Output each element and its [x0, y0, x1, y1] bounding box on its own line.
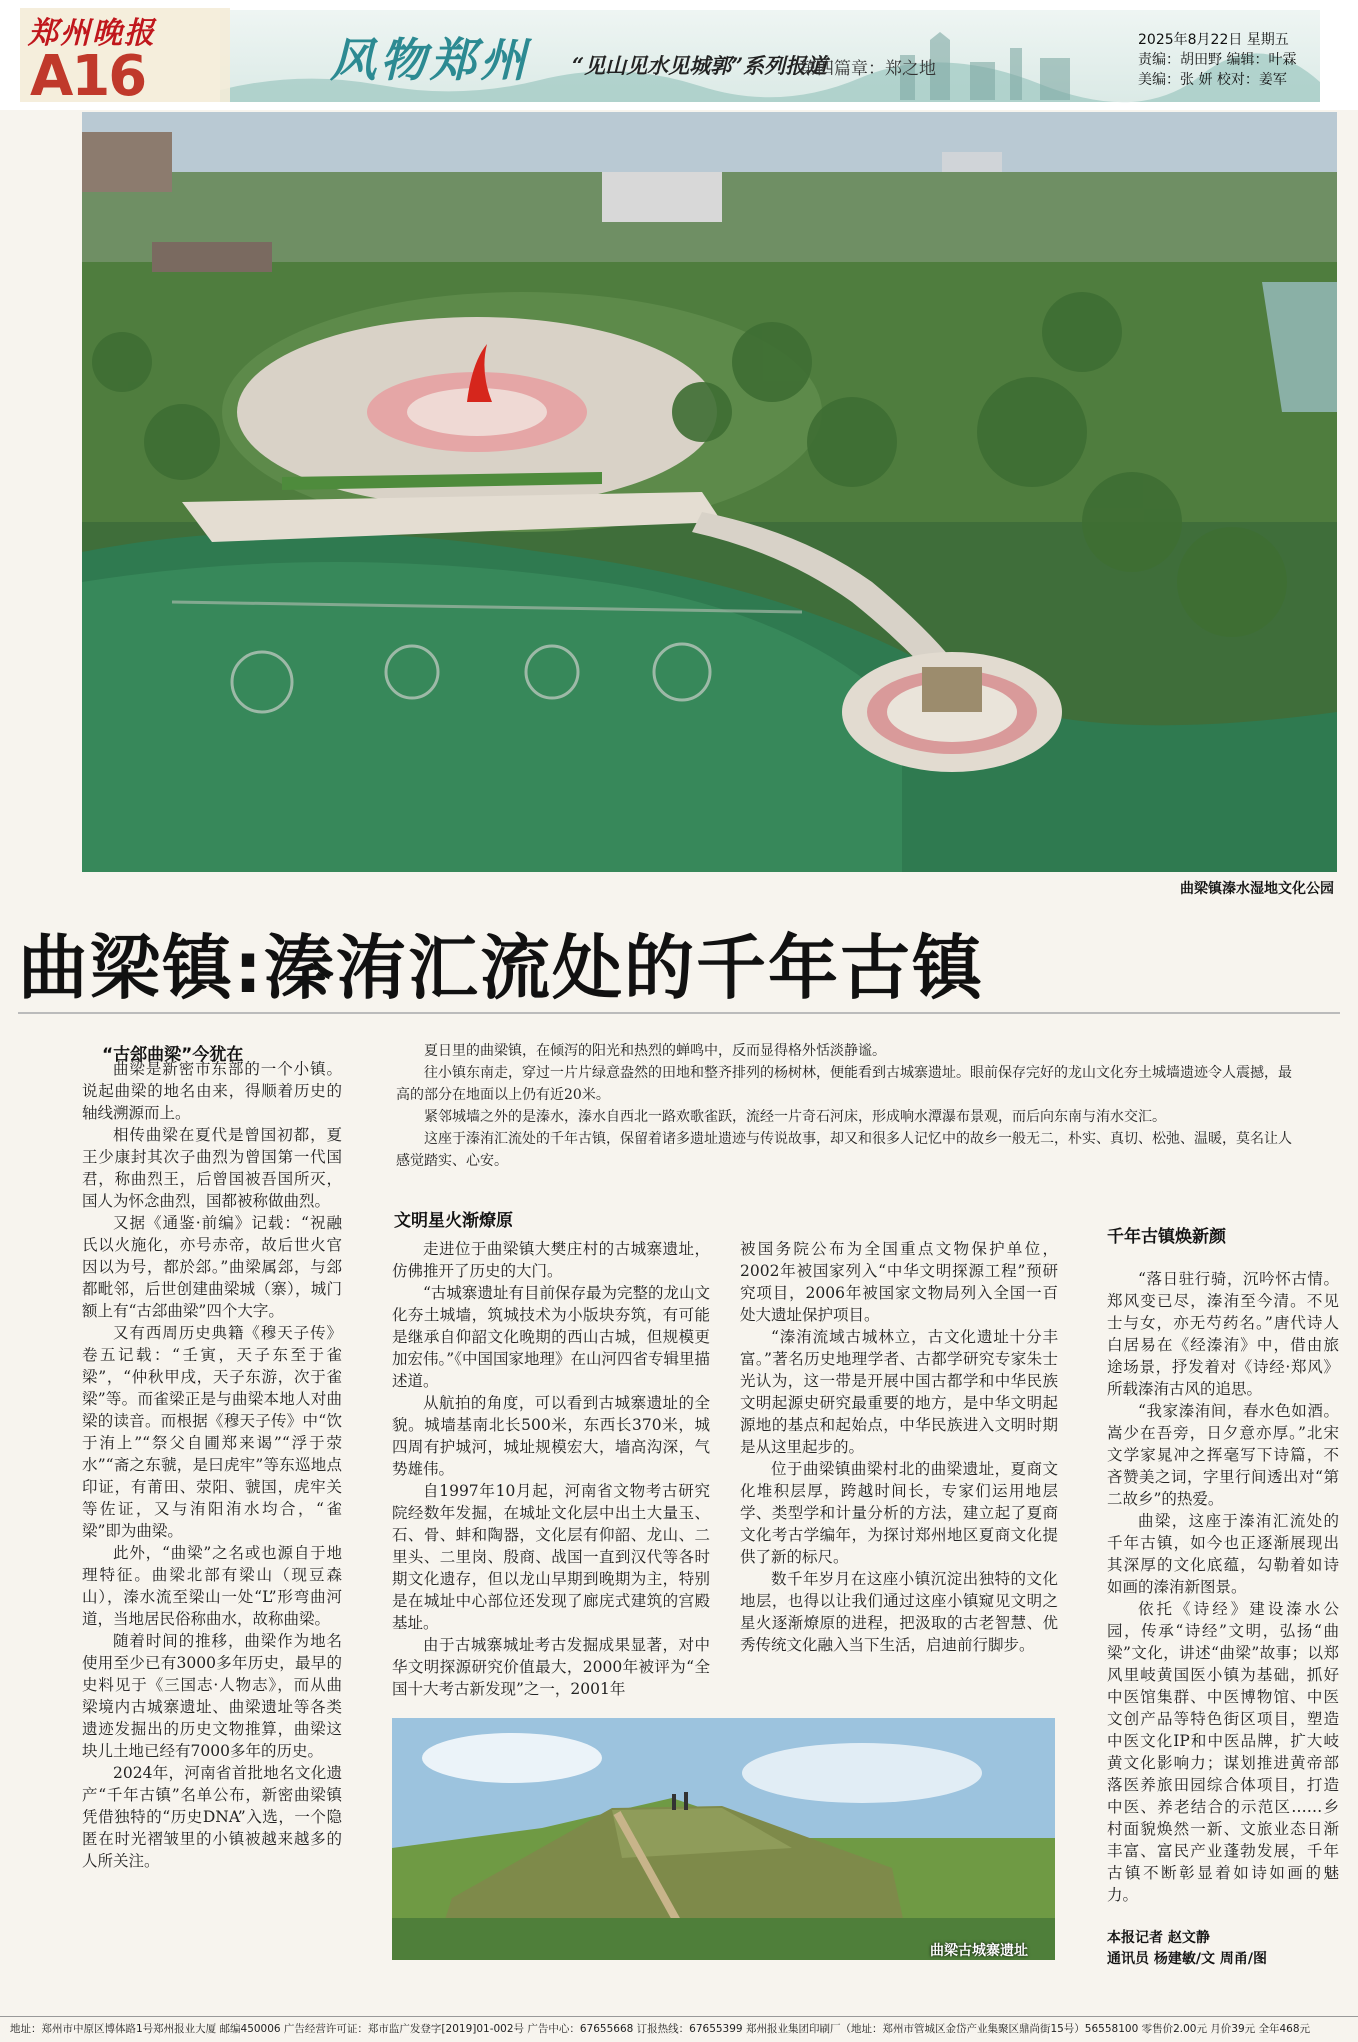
body-paragraph: 走进位于曲梁镇大樊庄村的古城寨遗址，仿佛推开了历史的大门。 [392, 1240, 710, 1280]
body-paragraph: 由于古城寨城址考古发掘成果显著，对中华文明探源研究价值最大，2000年被评为“全国十大考古新发现”之一，2001年 [392, 1636, 710, 1698]
series-title: “见山见水见城郭”系列报道 [572, 53, 828, 78]
intro-paragraph: 夏日里的曲梁镇，在倾泻的阳光和热烈的蝉鸣中，反而显得格外恬淡静谧。 [424, 1043, 886, 1059]
body-paragraph: 又据《通鉴·前编》记载：“祝融氏以火施化，亦号赤帝，故后世火官因以为号，都於郐。”曲梁属郐，与郐都毗邻，后世创建曲梁城（寨），城门额上有“古郐曲梁”四个大字。 [82, 1214, 342, 1320]
column-title: 风物郑州 [330, 33, 530, 87]
body-paragraph: 曲梁，这座于溱洧汇流处的千年古镇，如今也正逐渐展现出其深厚的文化底蕴，勾勒着如诗如画的溱洧新图景。 [1107, 1512, 1339, 1596]
body-paragraph: 又有西周历史典籍《穆天子传》卷五记载：“壬寅，天子东至于雀梁”，“仲秋甲戌，天子东游，次于雀梁”等。而雀梁正是与曲梁本地人对曲梁的读音。而根据《穆天子传》中“饮于洧上”“祭父自圃郑来谒”“浮于荥水”“斋之东虢，是曰虎牢”等东巡地点印证，有莆田、荥阳、虢国，虎牢关等佐证，又与洧阳洧水均合，“雀梁”即为曲梁。 [82, 1324, 342, 1540]
body-paragraph: 2024年，河南省首批地名文化遗产“千年古镇”名单公布，新密曲梁镇凭借独特的“历史DNA”入选，一个隐匿在时光褶皱里的小镇被越来越多的人所关注。 [82, 1764, 342, 1870]
byline [1107, 1928, 1267, 1970]
ancient-city-wall-photo [392, 1718, 1055, 1960]
issue-date: 2025年8月22日 星期五 [1138, 32, 1289, 48]
body-paragraph: 数千年岁月在这座小镇沉淀出独特的文化地层，也得以让我们通过这座小镇窥见文明之星火逐渐燎原的进程，把汲取的古老智慧、优秀传统文化融入当下生活，启迪前行脚步。 [740, 1570, 1058, 1654]
body-paragraph: “溱洧流域古城林立，古文化遗址十分丰富。”著名历史地理学者、古都学研究专家朱士光认为，这一带是开展中国古都学和中华民族文明起源史研究最重要的地方，是中华文明起源地的基点和起始点，中华民族进入文明时期是从这里起步的。 [740, 1328, 1058, 1456]
wetland-park-aerial-illustration [82, 112, 1337, 872]
editors-line: 美编：张 妍 校对：姜军 [1138, 72, 1287, 88]
body-paragraph: 被国务院公布为全国重点文物保护单位，2002年被国家列入“中华文明探源工程”预研究项目，2006年被国家文物局列入全国一百处大遗址保护项目。 [740, 1240, 1058, 1324]
intro-paragraph: 紧邻城墙之外的是溱水，溱水自西北一路欢歌雀跃，流经一片奇石河床，形成响水潭瀑布景观，而后向东南与洧水交汇。 [424, 1109, 1166, 1125]
divider [18, 1012, 1340, 1014]
article-column-3 [740, 1238, 1058, 1656]
page-number: A16 [30, 44, 146, 109]
main-photo-caption: 曲梁镇溱水湿地文化公园 [1180, 881, 1334, 897]
main-aerial-photo [82, 112, 1337, 872]
page-header [0, 0, 1358, 110]
chapter-label: 第四篇章：郑之地 [800, 59, 936, 79]
body-paragraph: 依托《诗经》建设溱水公园，传承“诗经”文明，弘扬“曲梁”文化，讲述“曲梁”故事；以郑风里岐黄国医小镇为基础，抓好中医馆集群、中医博物馆、中医文创产品等特色街区项目，塑造中医文化IP和中医品牌，扩大岐黄文化影响力；谋划推进黄帝部落医养旅田园综合体项目，打造中医、养老结合的示范区……乡村面貌焕然一新、文旅业态日渐丰富、富民产业蓬勃发展，千年古镇不断彰显着如诗如画的魅力。 [1107, 1600, 1339, 1904]
article-column-4 [1107, 1268, 1339, 1906]
article-column-1 [82, 1058, 342, 1872]
body-paragraph: “古城寨遗址有目前保存最为完整的龙山文化夯土城墙，筑城技术为小版块夯筑，有可能是继承自仰韶文化晚期的西山古城，但规模更加宏伟。”《中国国家地理》在山河四省专辑里描述道。 [392, 1284, 710, 1390]
article-intro [396, 1040, 1304, 1172]
body-paragraph: 自1997年10月起，河南省文物考古研究院经数年发掘，在城址文化层中出土大量玉、石、骨、蚌和陶器，文化层有仰韶、龙山、二里头、二里岗、殷商、战国一直到汉代等各时期文化遗存，但以龙山早期到晚期为主，特别是在城址中心部位还发现了廊庑式建筑的宫殿基址。 [392, 1482, 710, 1632]
body-paragraph: “落日驻行骑，沉吟怀古情。郑风变已尽，溱洧至今清。不见士与女，亦无芍药名。”唐代诗人白居易在《经溱洧》中，借由旅途场景，抒发着对《诗经·郑风》所载溱洧古风的追思。 [1107, 1270, 1339, 1398]
small-photo-caption: 曲梁古城寨遗址 [930, 1943, 1028, 1959]
section-heading: 文明星火渐燎原 [394, 1211, 513, 1231]
newspaper-masthead: 郑州晚报 [28, 16, 156, 51]
headline: 曲梁镇:溱洧汇流处的千年古镇 [18, 927, 984, 1009]
section-heading: 千年古镇焕新颜 [1107, 1227, 1226, 1247]
page-footer: 地址：郑州市中原区博体路1号郑州报业大厦 邮编450006 广告经营许可证：郑市监广发登字[2019]01-002号 广告中心：67655668 订报热线：67655399 郑州报业集团印刷厂（地址：郑州市管城区金岱产业集聚区鼎尚街15号）56558100 零售价2.00元 月价39元 全年468元 [0, 2016, 1358, 2042]
body-paragraph: 从航拍的角度，可以看到古城寨遗址的全貌。城墙基南北长500米，东西长370米，城四周有护城河，城址规模宏大，墙高沟深，气势雄伟。 [392, 1394, 710, 1478]
body-paragraph: 相传曲梁在夏代是曾国初都，夏王少康封其次子曲烈为曾国第一代国君，称曲烈王，后曾国被吾国所灭，国人为怀念曲烈，国都被称做曲烈。 [82, 1126, 342, 1210]
intro-paragraph: 往小镇东南走，穿过一片片绿意盎然的田地和整齐排列的杨树林，便能看到古城寨遗址。眼前保存完好的龙山文化夯土城墙遗迹令人震撼，最高的部分在地面以上仍有近20米。 [396, 1065, 1292, 1103]
earthen-wall-illustration [392, 1718, 1055, 1960]
body-paragraph: 位于曲梁镇曲梁村北的曲梁遗址，夏商文化堆积层厚，跨越时间长，专家们运用地层学、类型学和计量分析的方法，建立起了夏商文化考古学编年，为探讨郑州地区夏商文化提供了新的标尺。 [740, 1460, 1058, 1566]
body-paragraph: 此外，“曲梁”之名或也源自于地理特征。曲梁北部有梁山（现豆森山），溱水流至梁山一处“L”形弯曲河道，当地居民俗称曲水，故称曲梁。 [82, 1544, 342, 1628]
issue-info [1138, 30, 1296, 90]
body-paragraph: 随着时间的推移，曲梁作为地名使用至少已有3000多年历史，最早的史料见于《三国志·人物志》，而从曲梁境内古城寨遗址、曲梁遗址等各类遗迹发掘出的历史文物推算，曲梁这块儿土地已经有7000多年的历史。 [82, 1632, 342, 1760]
intro-paragraph: 这座于溱洧汇流处的千年古镇，保留着诸多遗址遗迹与传说故事，却又和很多人记忆中的故乡一般无二，朴实、真切、松弛、温暖，莫名让人感觉踏实、心安。 [396, 1131, 1292, 1169]
body-paragraph: “我家溱洧间，春水色如酒。嵩少在吾旁，日夕意亦厚。”北宋文学家晁冲之挥毫写下诗篇，不吝赞美之词，字里行间透出对“第二故乡”的热爱。 [1107, 1402, 1339, 1508]
section-heading: “古郐曲梁”今犹在 [102, 1045, 244, 1065]
body-paragraph: 曲梁是新密市东部的一个小镇。说起曲梁的地名由来，得顺着历史的轴线溯源而上。 [82, 1060, 342, 1122]
contributor-credit: 通讯员 杨建敏/文 周甬/图 [1107, 1951, 1267, 1967]
editors-line: 责编：胡田野 编辑：叶霖 [1138, 52, 1297, 68]
article-column-2 [392, 1238, 710, 1700]
reporter-credit: 本报记者 赵文静 [1107, 1930, 1210, 1946]
